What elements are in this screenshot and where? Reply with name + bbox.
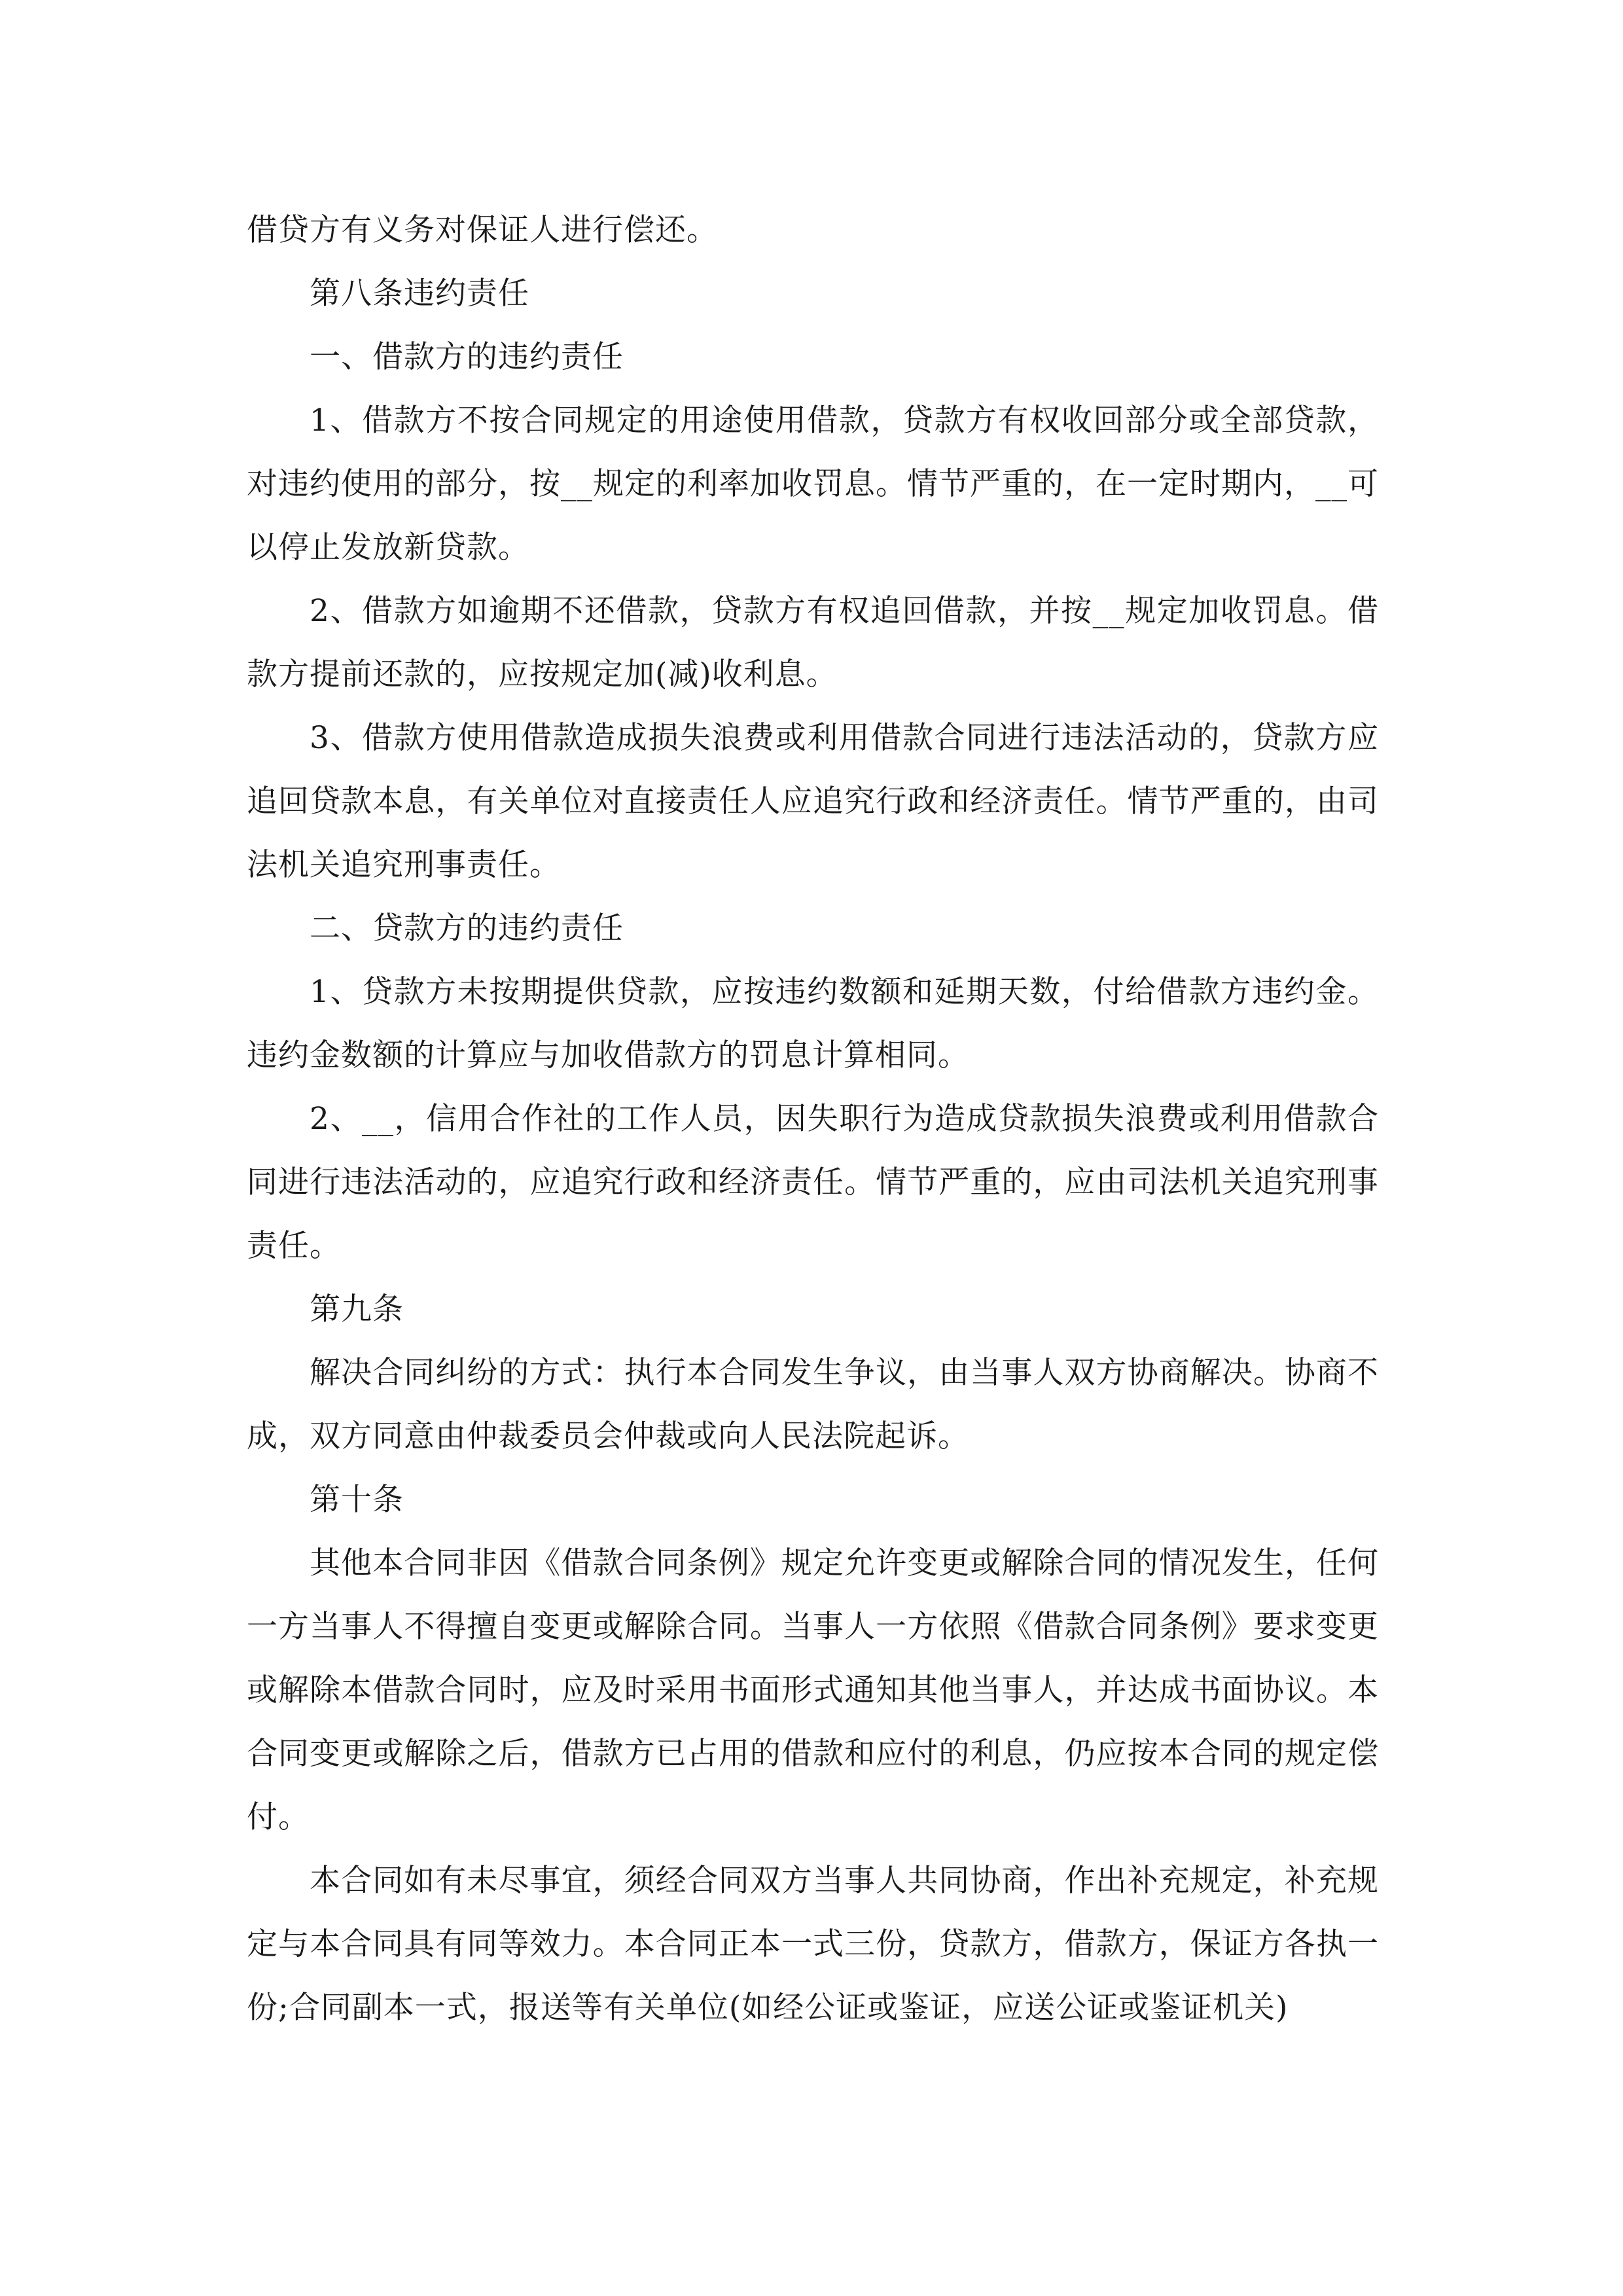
section-1-item-2: 2、借款方如逾期不还借款，贷款方有权追回借款，并按__规定加收罚息。借款方提前还款的，应按规定加(减)收利息。 [247, 593, 1379, 692]
section-2-item-2: 2、__，信用合作社的工作人员，因失职行为造成贷款损失浪费或利用借款合同进行违法活动的，应追究行政和经济责任。情节严重的，应由司法机关追究刑事责任。 [247, 1101, 1379, 1264]
section-1-heading: 一、借款方的违约责任 [310, 339, 624, 375]
paragraph-continuation: 借贷方有义务对保证人进行偿还。 [247, 212, 718, 248]
article-9-body: 解决合同纠纷的方式：执行本合同发生争议，由当事人双方协商解决。协商不成，双方同意由仲裁委员会仲裁或向人民法院起诉。 [247, 1355, 1379, 1454]
section-1-item-1: 1、借款方不按合同规定的用途使用借款，贷款方有权收回部分或全部贷款，对违约使用的部分，按__规定的利率加收罚息。情节严重的，在一定时期内，__可以停止发放新贷款。 [247, 403, 1379, 565]
section-2-heading: 二、贷款方的违约责任 [310, 910, 624, 946]
closing-paragraph: 本合同如有未尽事宜，须经合同双方当事人共同协商，作出补充规定，补充规定与本合同具有同等效力。本合同正本一式三份，贷款方，借款方，保证方各执一份;合同副本一式，报送等有关单位(如经公证或鉴证，应送公证或鉴证机关) [247, 1863, 1379, 2026]
article-10-heading: 第十条 [310, 1482, 404, 1518]
document-body [247, 198, 1379, 2039]
section-1-item-3: 3、借款方使用借款造成损失浪费或利用借款合同进行违法活动的，贷款方应追回贷款本息，有关单位对直接责任人应追究行政和经济责任。情节严重的，由司法机关追究刑事责任。 [247, 720, 1379, 883]
article-9-heading: 第九条 [310, 1291, 404, 1327]
section-2-item-1: 1、贷款方未按期提供贷款，应按违约数额和延期天数，付给借款方违约金。违约金数额的计算应与加收借款方的罚息计算相同。 [247, 974, 1379, 1073]
article-10-body: 其他本合同非因《借款合同条例》规定允许变更或解除合同的情况发生，任何一方当事人不得擅自变更或解除合同。当事人一方依照《借款合同条例》要求变更或解除本借款合同时，应及时采用书面形式通知其他当事人，并达成书面协议。本合同变更或解除之后，借款方已占用的借款和应付的利息，仍应按本合同的规定偿付。 [247, 1545, 1379, 1835]
article-8-heading: 第八条违约责任 [310, 276, 529, 312]
